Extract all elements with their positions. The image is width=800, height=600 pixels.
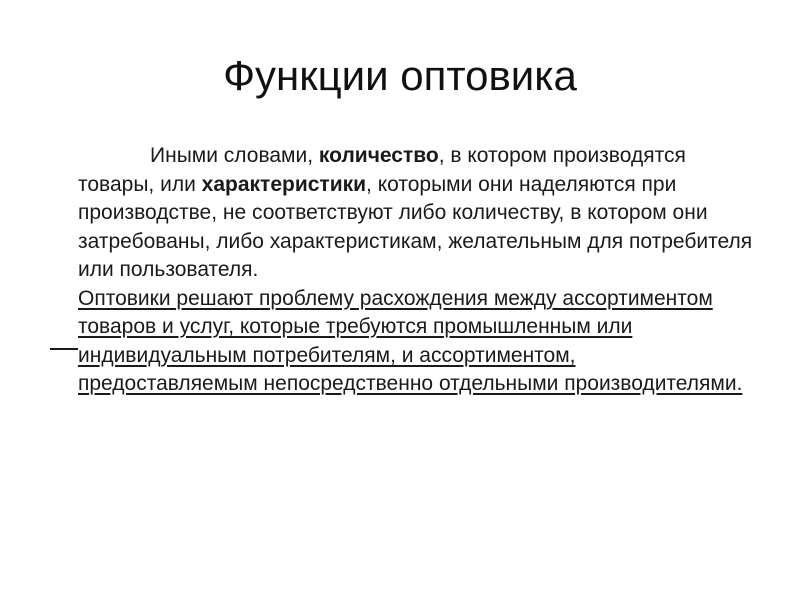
bold-term-quantity: количество [318,144,439,167]
paragraph-text-1: Иными словами, [150,144,319,167]
paragraph-text-2: , в котором производятся товары, или [78,144,686,196]
paragraph-definition [78,142,758,285]
slide-body [78,142,758,399]
paragraph-text-3: , которыми они наделяются при производстве, не соответствуют либо количеству, в котором они затребованы, либо характеристикам, желательным для потребителя или пользователя. [78,172,753,281]
underline-lead-divider [50,348,78,350]
bold-term-characteristics: характеристики [201,172,367,196]
paragraph-wholesalers: Оптовики решают проблему расхождения между ассортиментом товаров и услуг, которые требуются промышленным или индивидуальным потребителям, и ассортиментом, предоставляемым непосредственно отдельными производителями. [78,286,743,395]
slide-title: Функции оптовика [223,52,577,99]
